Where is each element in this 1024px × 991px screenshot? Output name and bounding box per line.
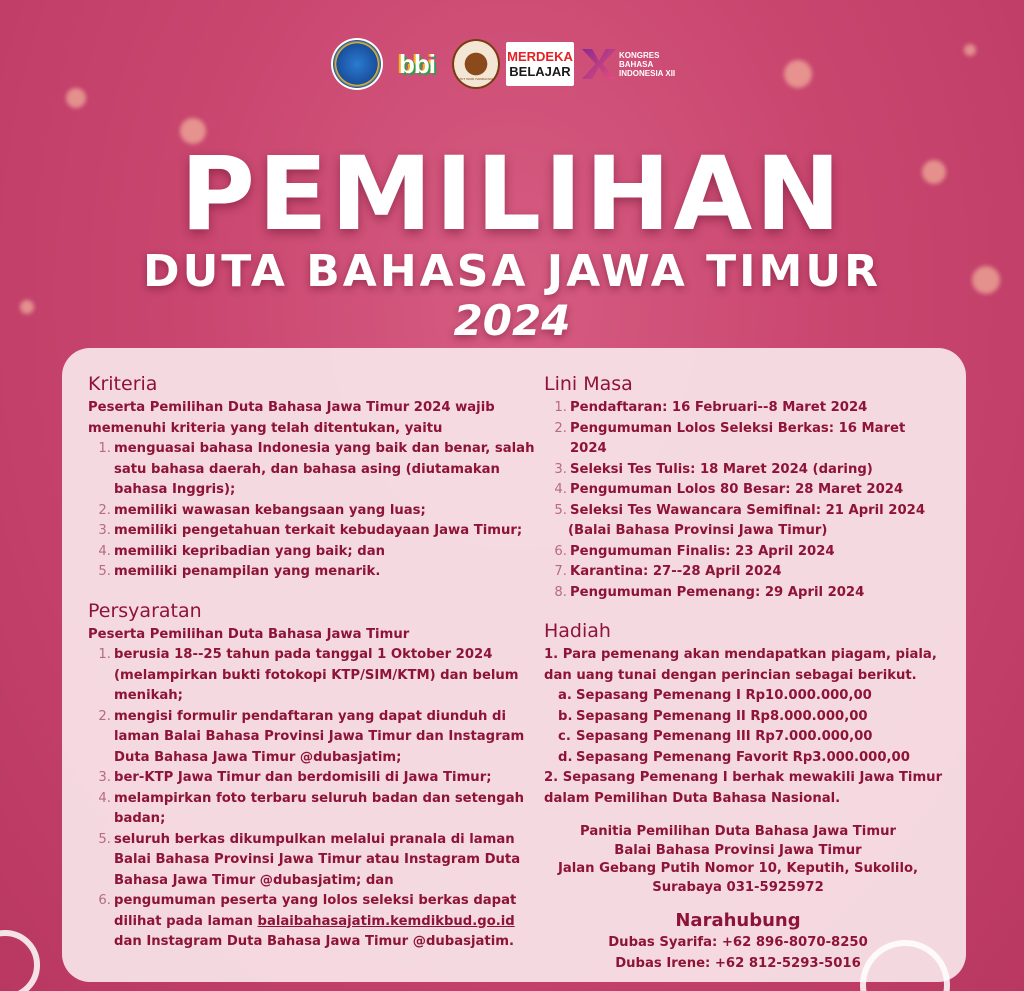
item-number: 1. [98,647,111,662]
item-text [114,891,538,953]
item-text: Karantina: 27--28 April 2024 [570,564,782,579]
persyaratan-list [88,645,538,953]
item-text: memiliki penampilan yang menarik. [114,564,381,579]
page-title: PEMILIHAN [180,135,844,254]
item-number: 4. [554,482,567,497]
merdeka-belajar-logo [506,42,574,86]
kbi-mark-icon [582,49,616,79]
ornament-ring-icon [0,930,40,991]
bbi-logo [392,38,442,90]
lini-masa-list [544,398,944,521]
list-item [544,501,944,522]
kbi-line: BAHASA [619,59,654,69]
item-number: 2. [98,708,111,724]
list-item [88,521,538,542]
list-item [544,480,944,501]
list-item [88,707,538,769]
item-number: 8. [554,584,567,600]
item-text: memiliki wawasan kebangsaan yang luas; [114,502,426,518]
tut-wuri-logo [452,38,500,90]
item-number: 3. [98,770,111,785]
panitia-line: Surabaya 031-5925972 [652,879,824,895]
item-number: 3. [98,523,111,538]
list-item [544,583,944,604]
contact-block [548,933,928,974]
kemdikbud-emblem-icon [333,40,381,88]
item-text: berusia 18--25 tahun pada tanggal 1 Oktober 2024 (melampirkan bukti fotokopi KTP/SIM/KTM) dan belum menikah; [114,647,519,703]
tut-wuri-text: TUT WURI HANDAYANI [459,77,493,81]
list-item [544,398,944,419]
item-text: Sepasang Pemenang II Rp8.000.000,00 [576,708,868,724]
item6-pre: pengumuman peserta yang lolos seleksi berkas dapat dilihat pada laman [114,893,517,929]
right-column [544,372,944,974]
list-item [88,768,538,789]
list-item [88,645,538,707]
lini-masa-list-cont [544,542,944,604]
item-number: 6. [554,543,567,559]
kemdikbud-logo [331,38,383,90]
item-number: 5. [98,564,111,579]
bbi-logo-text: bbi [399,48,435,79]
panitia-line: Jalan Gebang Putih Nomor 10, Keputih, Sukolilo, [557,861,919,876]
panitia-line: Balai Bahasa Provinsi Jawa Timur [614,842,862,858]
item-number: 1. [554,400,567,415]
list-item [88,501,538,522]
tut-wuri-emblem-icon [452,39,500,89]
item-text: menguasai bahasa Indonesia yang baik dan benar, salah satu bahasa daerah, dan bahasa asing (diutamakan bahasa Inggris); [114,441,535,497]
list-item [544,460,944,481]
bokeh-light [66,88,86,108]
list-item [544,562,944,583]
list-item [544,727,944,748]
item-text: Pengumuman Lolos Seleksi Berkas: 16 Maret 2024 [570,420,906,456]
list-item [88,789,538,830]
contact-irene: Dubas Irene: +62 812-5293-5016 [615,955,861,971]
persyaratan-heading: Persyaratan [88,599,202,622]
panitia-line: Panitia Pemilihan Duta Bahasa Jawa Timur [580,824,896,839]
item-text: memiliki pengetahuan terkait kebudayaan Jawa Timur; [114,523,523,538]
list-item [88,439,538,501]
item-number: 2. [98,502,111,518]
list-item [88,562,538,583]
item-letter: a. [558,688,572,703]
item-text: seluruh berkas dikumpulkan melalui pranala di laman Balai Bahasa Provinsi Jawa Timur atau Instagram Duta Bahasa Jawa Timur @dubasjatim; dan [114,831,521,888]
item-number: 4. [98,790,111,806]
item-text: Pendaftaran: 16 Februari--8 Maret 2024 [570,400,868,415]
item-text: ber-KTP Jawa Timur dan berdomisili di Jawa Timur; [114,770,492,785]
title-year: 2024 [453,296,571,345]
list-item [88,830,538,892]
page-subtitle: DUTA BAHASA JAWA TIMUR [143,246,881,297]
list-item [88,891,538,953]
item6-post: dan Instagram Duta Bahasa Jawa Timur @dubasjatim. [114,934,514,949]
contact-syarifa: Dubas Syarifa: +62 896-8070-8250 [608,935,868,950]
item-letter: c. [558,729,571,744]
belajar-text: BELAJAR [509,64,571,79]
kbi-text [619,51,675,78]
merdeka-text: MERDEKA [507,49,573,64]
kbi-line: KONGRES [619,50,660,60]
item-number: 3. [554,461,567,477]
hadiah-point-1: 1. Para pemenang akan mendapatkan piagam, piala, dan uang tunai dengan perincian sebagai berikut. [544,647,937,683]
persyaratan-intro: Peserta Pemilihan Duta Bahasa Jawa Timur [88,626,410,642]
narahubung-heading: Narahubung [675,910,801,931]
lini-masa-item5-cont: (Balai Bahasa Provinsi Jawa Timur) [568,523,828,538]
item-text: Seleksi Tes Wawancara Semifinal: 21 April 2024 [570,502,925,518]
list-item [544,686,944,707]
left-column [88,372,538,953]
item-text: Pengumuman Finalis: 23 April 2024 [570,543,835,559]
item-text: memiliki kepribadian yang baik; dan [114,543,386,559]
kriteria-list [88,439,538,583]
hadiah-point-2: 2. Sepasang Pemenang I berhak mewakili Jawa Timur dalam Pemilihan Duta Bahasa Nasional. [544,770,943,806]
item-text: Seleksi Tes Tulis: 18 Maret 2024 (daring) [570,461,873,477]
list-item [544,419,944,460]
item-letter: d. [558,749,573,765]
lini-masa-heading: Lini Masa [544,373,633,395]
item-text: mengisi formulir pendaftaran yang dapat diunduh di laman Balai Bahasa Provinsi Jawa Timur dan Instagram Duta Bahasa Jawa Timur @dubasjatim; [114,708,525,765]
kriteria-intro: Peserta Pemilihan Duta Bahasa Jawa Timur 2024 wajib memenuhi kriteria yang telah ditentukan, yaitu [88,400,495,436]
item-number: 7. [554,564,567,579]
panitia-block [548,823,928,897]
kbi-line: INDONESIA XII [619,68,676,78]
item-text: melampirkan foto terbaru seluruh badan dan setengah badan; [114,790,524,826]
kriteria-heading: Kriteria [88,373,158,395]
item-text: Sepasang Pemenang III Rp7.000.000,00 [576,729,873,744]
hadiah-heading: Hadiah [544,620,611,642]
item-text: Pengumuman Lolos 80 Besar: 28 Maret 2024 [570,482,904,497]
item-text: Sepasang Pemenang I Rp10.000.000,00 [576,688,872,703]
item-number: 6. [98,893,111,908]
item-text: Pengumuman Pemenang: 29 April 2024 [570,584,865,600]
list-item [544,542,944,563]
kbi-logo [582,38,698,90]
list-item [544,707,944,728]
item-letter: b. [558,708,573,724]
list-item [544,748,944,769]
item-number: 1. [98,441,111,456]
hadiah-prize-list [544,686,944,768]
item-number: 2. [554,420,567,436]
item-number: 5. [554,502,567,518]
item-number: 5. [98,831,111,847]
item-number: 4. [98,543,111,559]
website-link[interactable]: balaibahasajatim.kemdikbud.go.id [257,913,515,929]
list-item [88,542,538,563]
item-text: Sepasang Pemenang Favorit Rp3.000.000,00 [576,749,910,765]
logo-bar [0,38,1024,90]
